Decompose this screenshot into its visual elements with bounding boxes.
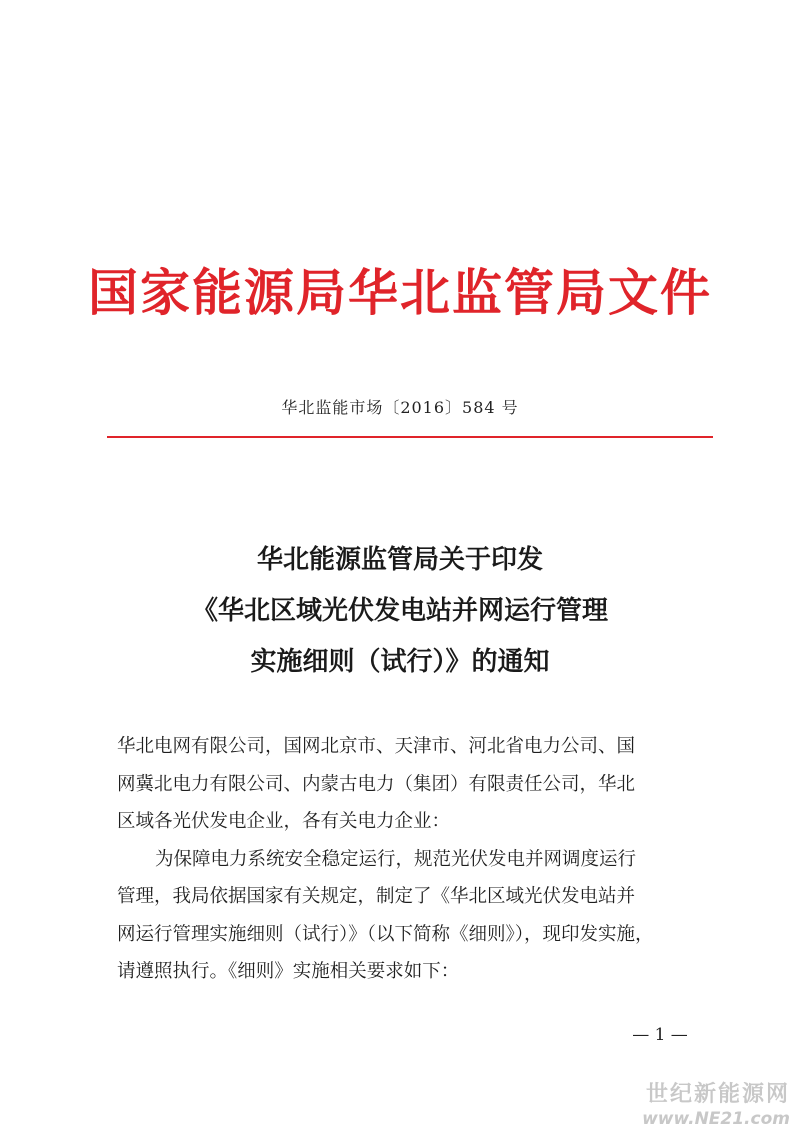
issuer-header: 国家能源局华北监管局文件 xyxy=(88,264,712,322)
title-line-2: 《华北区域光伏发电站并网运行管理 xyxy=(191,596,608,626)
body-line-1: 华北电网有限公司，国网北京市、天津市、河北省电力公司、国 xyxy=(117,736,636,757)
body-line-6: 网运行管理实施细则（试行）》（以下简称《细则》），现印发实施， xyxy=(117,923,654,945)
body-line-7: 请遵照执行。《细则》实施相关要求如下： xyxy=(117,961,460,982)
body-line-4: 为保障电力系统安全稳定运行，规范光伏发电并网调度运行 xyxy=(155,848,637,870)
body-line-5: 管理，我局依据国家有关规定，制定了《华北区域光伏发电站并 xyxy=(117,886,636,907)
red-divider-line xyxy=(107,436,713,438)
watermark xyxy=(642,1082,790,1130)
document-body xyxy=(117,728,717,991)
watermark-url: www.NE21.com xyxy=(642,1109,790,1129)
body-line-2: 网冀北电力有限公司、内蒙古电力（集团）有限责任公司，华北 xyxy=(117,773,636,795)
page-number: — 1 — xyxy=(632,1025,688,1045)
document-number: 华北监能市场〔2016〕584 号 xyxy=(281,398,519,417)
title-line-1: 华北能源监管局关于印发 xyxy=(256,545,543,575)
document-title xyxy=(0,535,800,688)
body-line-3: 区域各光伏发电企业，各有关电力企业： xyxy=(117,811,451,832)
watermark-name: 世纪新能源网 xyxy=(645,1082,790,1107)
title-line-3: 实施细则（试行）》的通知 xyxy=(250,647,550,677)
